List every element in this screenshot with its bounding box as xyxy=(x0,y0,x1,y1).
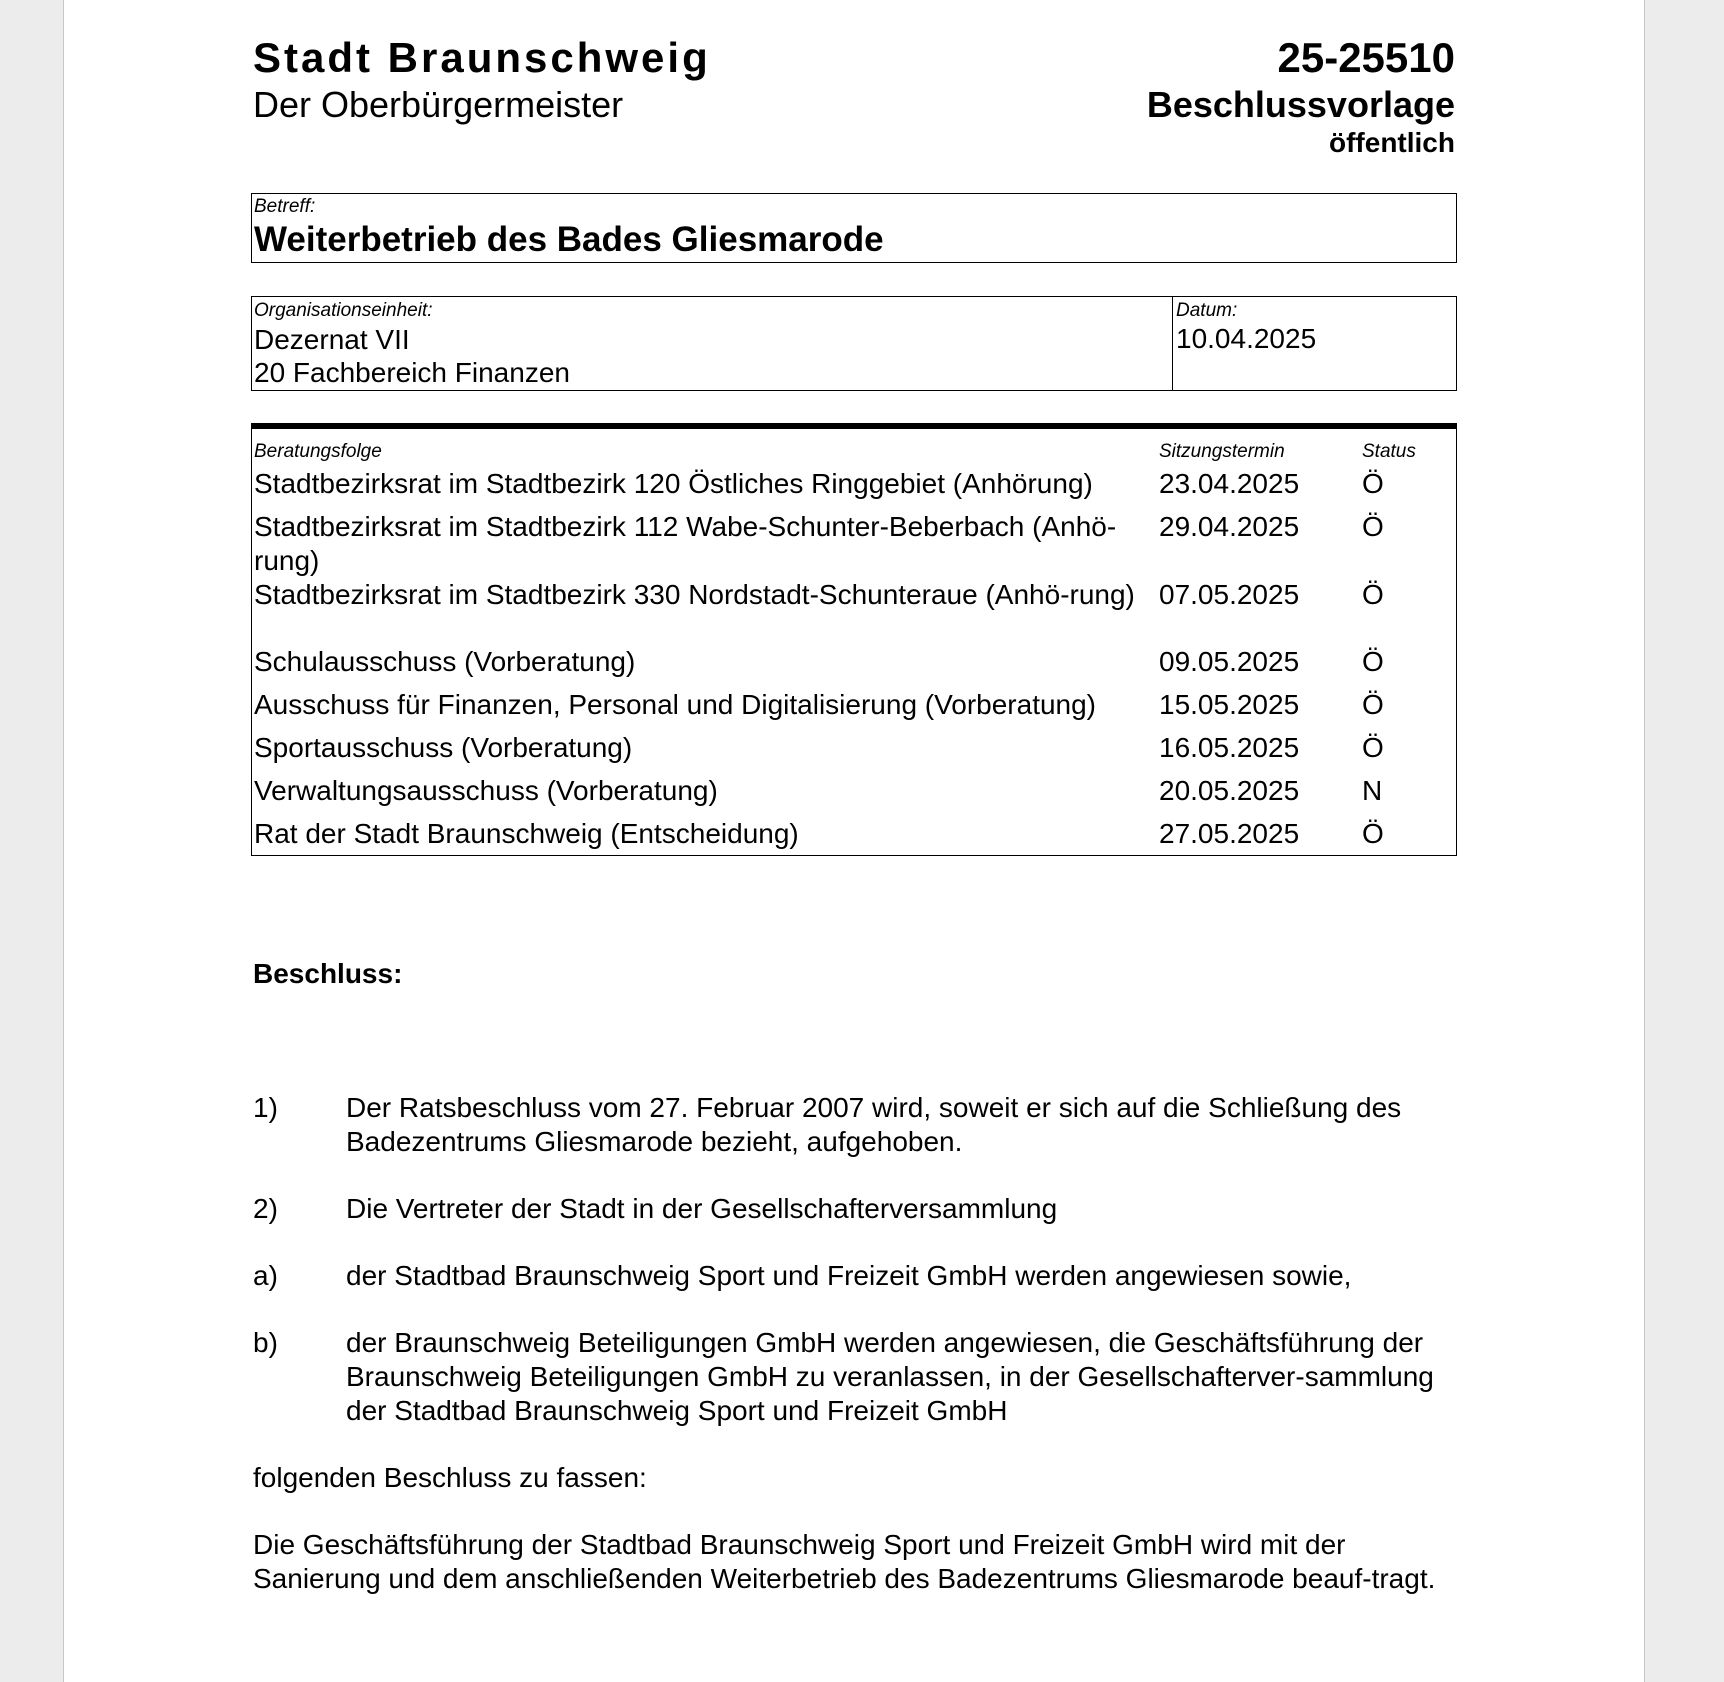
col-header-body: Beratungsfolge xyxy=(254,441,382,462)
document-date: 10.04.2025 xyxy=(1176,323,1317,354)
committee-name: Stadtbezirksrat im Stadtbezirk 120 Östliches Ringgebiet (Anhörung) xyxy=(254,468,1093,499)
organisation-line-1: Dezernat VII xyxy=(254,324,410,355)
item-text: Der Ratsbeschluss vom 27. Februar 2007 wird, soweit er sich auf die Schließung des Badezentrums Gliesmarode bezieht, aufgehoben. xyxy=(346,1092,1402,1157)
column-divider xyxy=(1172,297,1173,390)
committee-name: Stadtbezirksrat im Stadtbezirk 330 Nordstadt-Schunteraue (Anhö-rung) xyxy=(254,579,1135,610)
meeting-date: 23.04.2025 xyxy=(1159,468,1300,499)
document-type: Beschlussvorlage xyxy=(1146,84,1455,125)
subject-title: Weiterbetrieb des Bades Gliesmarode xyxy=(254,220,884,259)
subject-box xyxy=(251,193,1457,263)
status-value: Ö xyxy=(1362,732,1384,763)
meeting-date: 16.05.2025 xyxy=(1159,732,1300,763)
item-number: 1) xyxy=(253,1092,278,1123)
organisation-line-2: 20 Fachbereich Finanzen xyxy=(254,357,570,388)
meeting-date: 07.05.2025 xyxy=(1159,579,1300,610)
status-value: N xyxy=(1362,775,1383,806)
item-number: 2) xyxy=(253,1193,278,1224)
item-number: a) xyxy=(253,1260,278,1291)
organisation-label: Organisationseinheit: xyxy=(254,300,433,321)
status-value: Ö xyxy=(1362,579,1384,610)
meeting-date: 29.04.2025 xyxy=(1159,511,1300,542)
document-number: 25-25510 xyxy=(1277,34,1455,81)
status-value: Ö xyxy=(1362,689,1384,720)
city-name: Stadt Braunschweig xyxy=(253,34,711,81)
committee-name: Ausschuss für Finanzen, Personal und Digitalisierung (Vorberatung) xyxy=(254,689,1097,720)
subject-label: Betreff: xyxy=(254,196,316,217)
committee-name: Stadtbezirksrat im Stadtbezirk 112 Wabe-Schunter-Beberbach (Anhö-rung) xyxy=(254,511,1117,576)
organisation-unit xyxy=(254,323,570,389)
office-name: Der Oberbürgermeister xyxy=(253,84,624,125)
status-value: Ö xyxy=(1362,646,1384,677)
visibility-label: öffentlich xyxy=(1329,127,1455,158)
col-header-status: Status xyxy=(1362,441,1416,462)
meeting-date: 27.05.2025 xyxy=(1159,818,1300,849)
paragraph: Die Geschäftsführung der Stadtbad Braunschweig Sport und Freizeit GmbH wird mit der Sanierung und dem anschließenden Weiterbetrieb des Badezentrums Gliesmarode beauf-tragt. xyxy=(253,1529,1436,1594)
document-page xyxy=(63,0,1645,1682)
date-label: Datum: xyxy=(1176,300,1238,321)
item-text: der Braunschweig Beteiligungen GmbH werden angewiesen, die Geschäftsführung der Braunschweig Beteiligungen GmbH zu veranlassen, in der Gesellschafterver-sammlung der Stadtbad Braunschweig Sport und Freizeit GmbH xyxy=(346,1327,1434,1426)
col-header-date: Sitzungstermin xyxy=(1159,441,1285,462)
meeting-date: 20.05.2025 xyxy=(1159,775,1300,806)
committee-name: Verwaltungsausschuss (Vorberatung) xyxy=(254,775,718,806)
organisation-box xyxy=(251,296,1457,391)
resolution-heading: Beschluss: xyxy=(253,958,403,989)
meeting-date: 15.05.2025 xyxy=(1159,689,1300,720)
advice-table xyxy=(251,423,1457,856)
item-text: der Stadtbad Braunschweig Sport und Freizeit GmbH werden angewiesen sowie, xyxy=(346,1260,1352,1291)
committee-name: Schulausschuss (Vorberatung) xyxy=(254,646,636,677)
paragraph: folgenden Beschluss zu fassen: xyxy=(253,1462,647,1493)
meeting-date: 09.05.2025 xyxy=(1159,646,1300,677)
committee-name: Rat der Stadt Braunschweig (Entscheidung) xyxy=(254,818,799,849)
item-number: b) xyxy=(253,1327,278,1358)
status-value: Ö xyxy=(1362,818,1384,849)
status-value: Ö xyxy=(1362,511,1384,542)
committee-name: Sportausschuss (Vorberatung) xyxy=(254,732,633,763)
item-text: Die Vertreter der Stadt in der Gesellschafterversammlung xyxy=(346,1193,1058,1224)
status-value: Ö xyxy=(1362,468,1384,499)
